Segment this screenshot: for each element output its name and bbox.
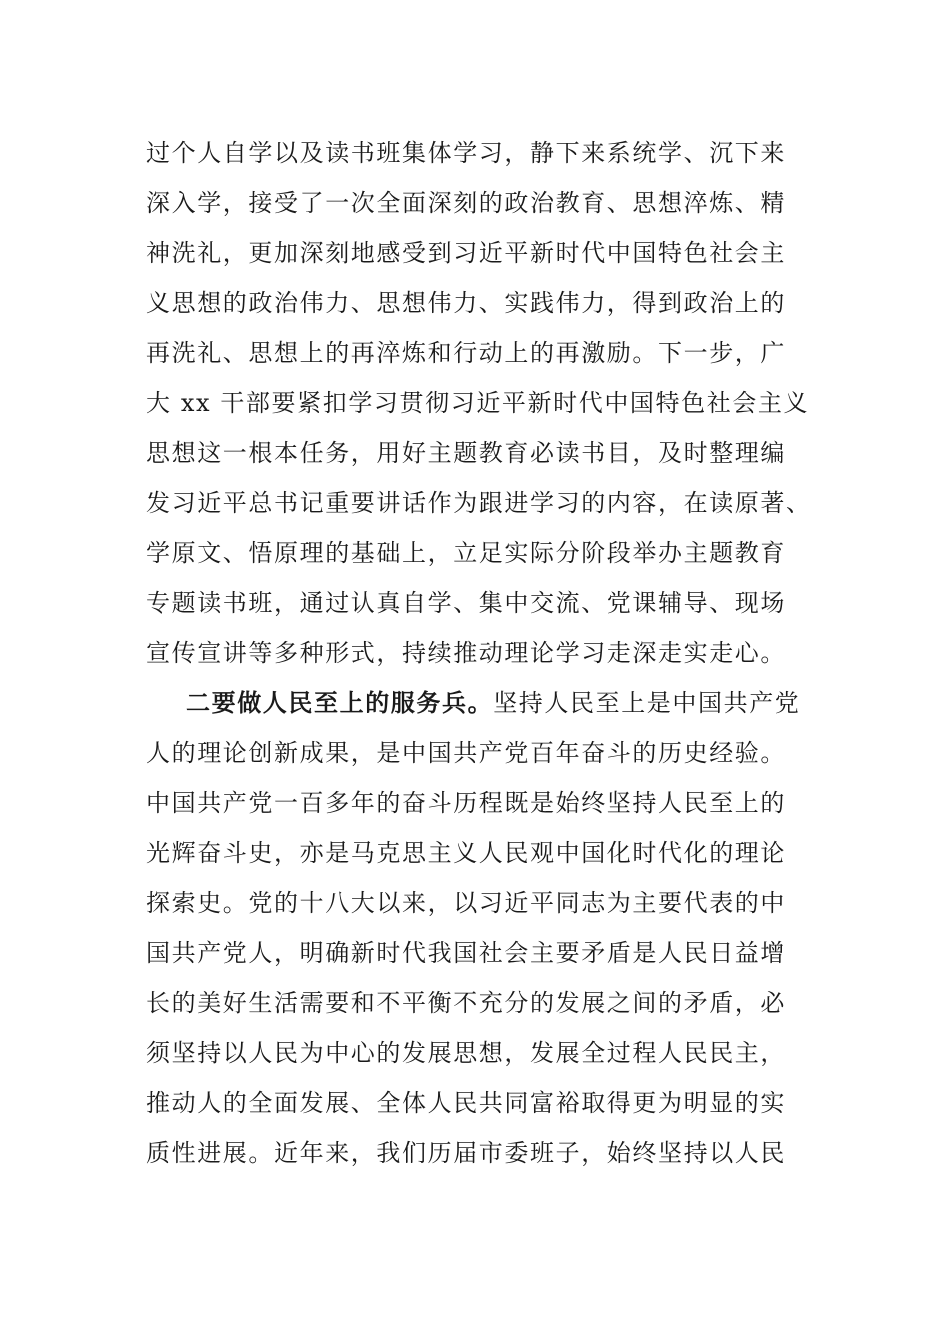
paragraph-2 (146, 678, 806, 1178)
text-line: 过个人自学以及读书班集体学习，静下来系统学、沉下来 (146, 139, 786, 167)
text-line: 须坚持以人民为中心的发展思想，发展全过程人民民主， (146, 1039, 786, 1067)
text-line: 宣传宣讲等多种形式，持续推动理论学习走深走实走心。 (146, 639, 786, 667)
text-line: 神洗礼，更加深刻地感受到习近平新时代中国特色社会主 (146, 239, 786, 267)
text-line: 光辉奋斗史，亦是马克思主义人民观中国化时代化的理论 (146, 839, 786, 867)
text-line: 发习近平总书记重要讲话作为跟进学习的内容，在读原著、 (146, 489, 812, 517)
paragraph-1 (146, 128, 812, 678)
text-line: 国共产党人，明确新时代我国社会主要矛盾是人民日益增 (146, 939, 786, 967)
paragraph-first-line (146, 678, 806, 728)
text-line: 再洗礼、思想上的再淬炼和行动上的再激励。下一步，广 (146, 339, 786, 367)
text-line: 学原文、悟原理的基础上，立足实际分阶段举办主题教育 (146, 539, 786, 567)
text-line: 探索史。党的十八大以来，以习近平同志为主要代表的中 (146, 889, 786, 917)
text-span: 坚持人民至上是中国共产党 (493, 689, 801, 717)
text-line: 思想这一根本任务，用好主题教育必读书目，及时整理编 (146, 439, 786, 467)
text-line: 深入学，接受了一次全面深刻的政治教育、思想淬炼、精 (146, 189, 786, 217)
document-body (146, 128, 812, 1178)
text-line: 大 xx 干部要紧扣学习贯彻习近平新时代中国特色社会主义 (146, 389, 810, 417)
text-line: 人的理论创新成果，是中国共产党百年奋斗的历史经验。 (146, 739, 786, 767)
section-heading: 二要做人民至上的服务兵。 (186, 688, 494, 717)
text-line: 长的美好生活需要和不平衡不充分的发展之间的矛盾，必 (146, 989, 786, 1017)
text-line: 推动人的全面发展、全体人民共同富裕取得更为明显的实 (146, 1089, 786, 1117)
text-line: 专题读书班，通过认真自学、集中交流、党课辅导、现场 (146, 589, 786, 617)
text-line: 义思想的政治伟力、思想伟力、实践伟力，得到政治上的 (146, 289, 786, 317)
text-line: 质性进展。近年来，我们历届市委班子，始终坚持以人民 (146, 1139, 786, 1167)
text-line: 中国共产党一百多年的奋斗历程既是始终坚持人民至上的 (146, 789, 786, 817)
